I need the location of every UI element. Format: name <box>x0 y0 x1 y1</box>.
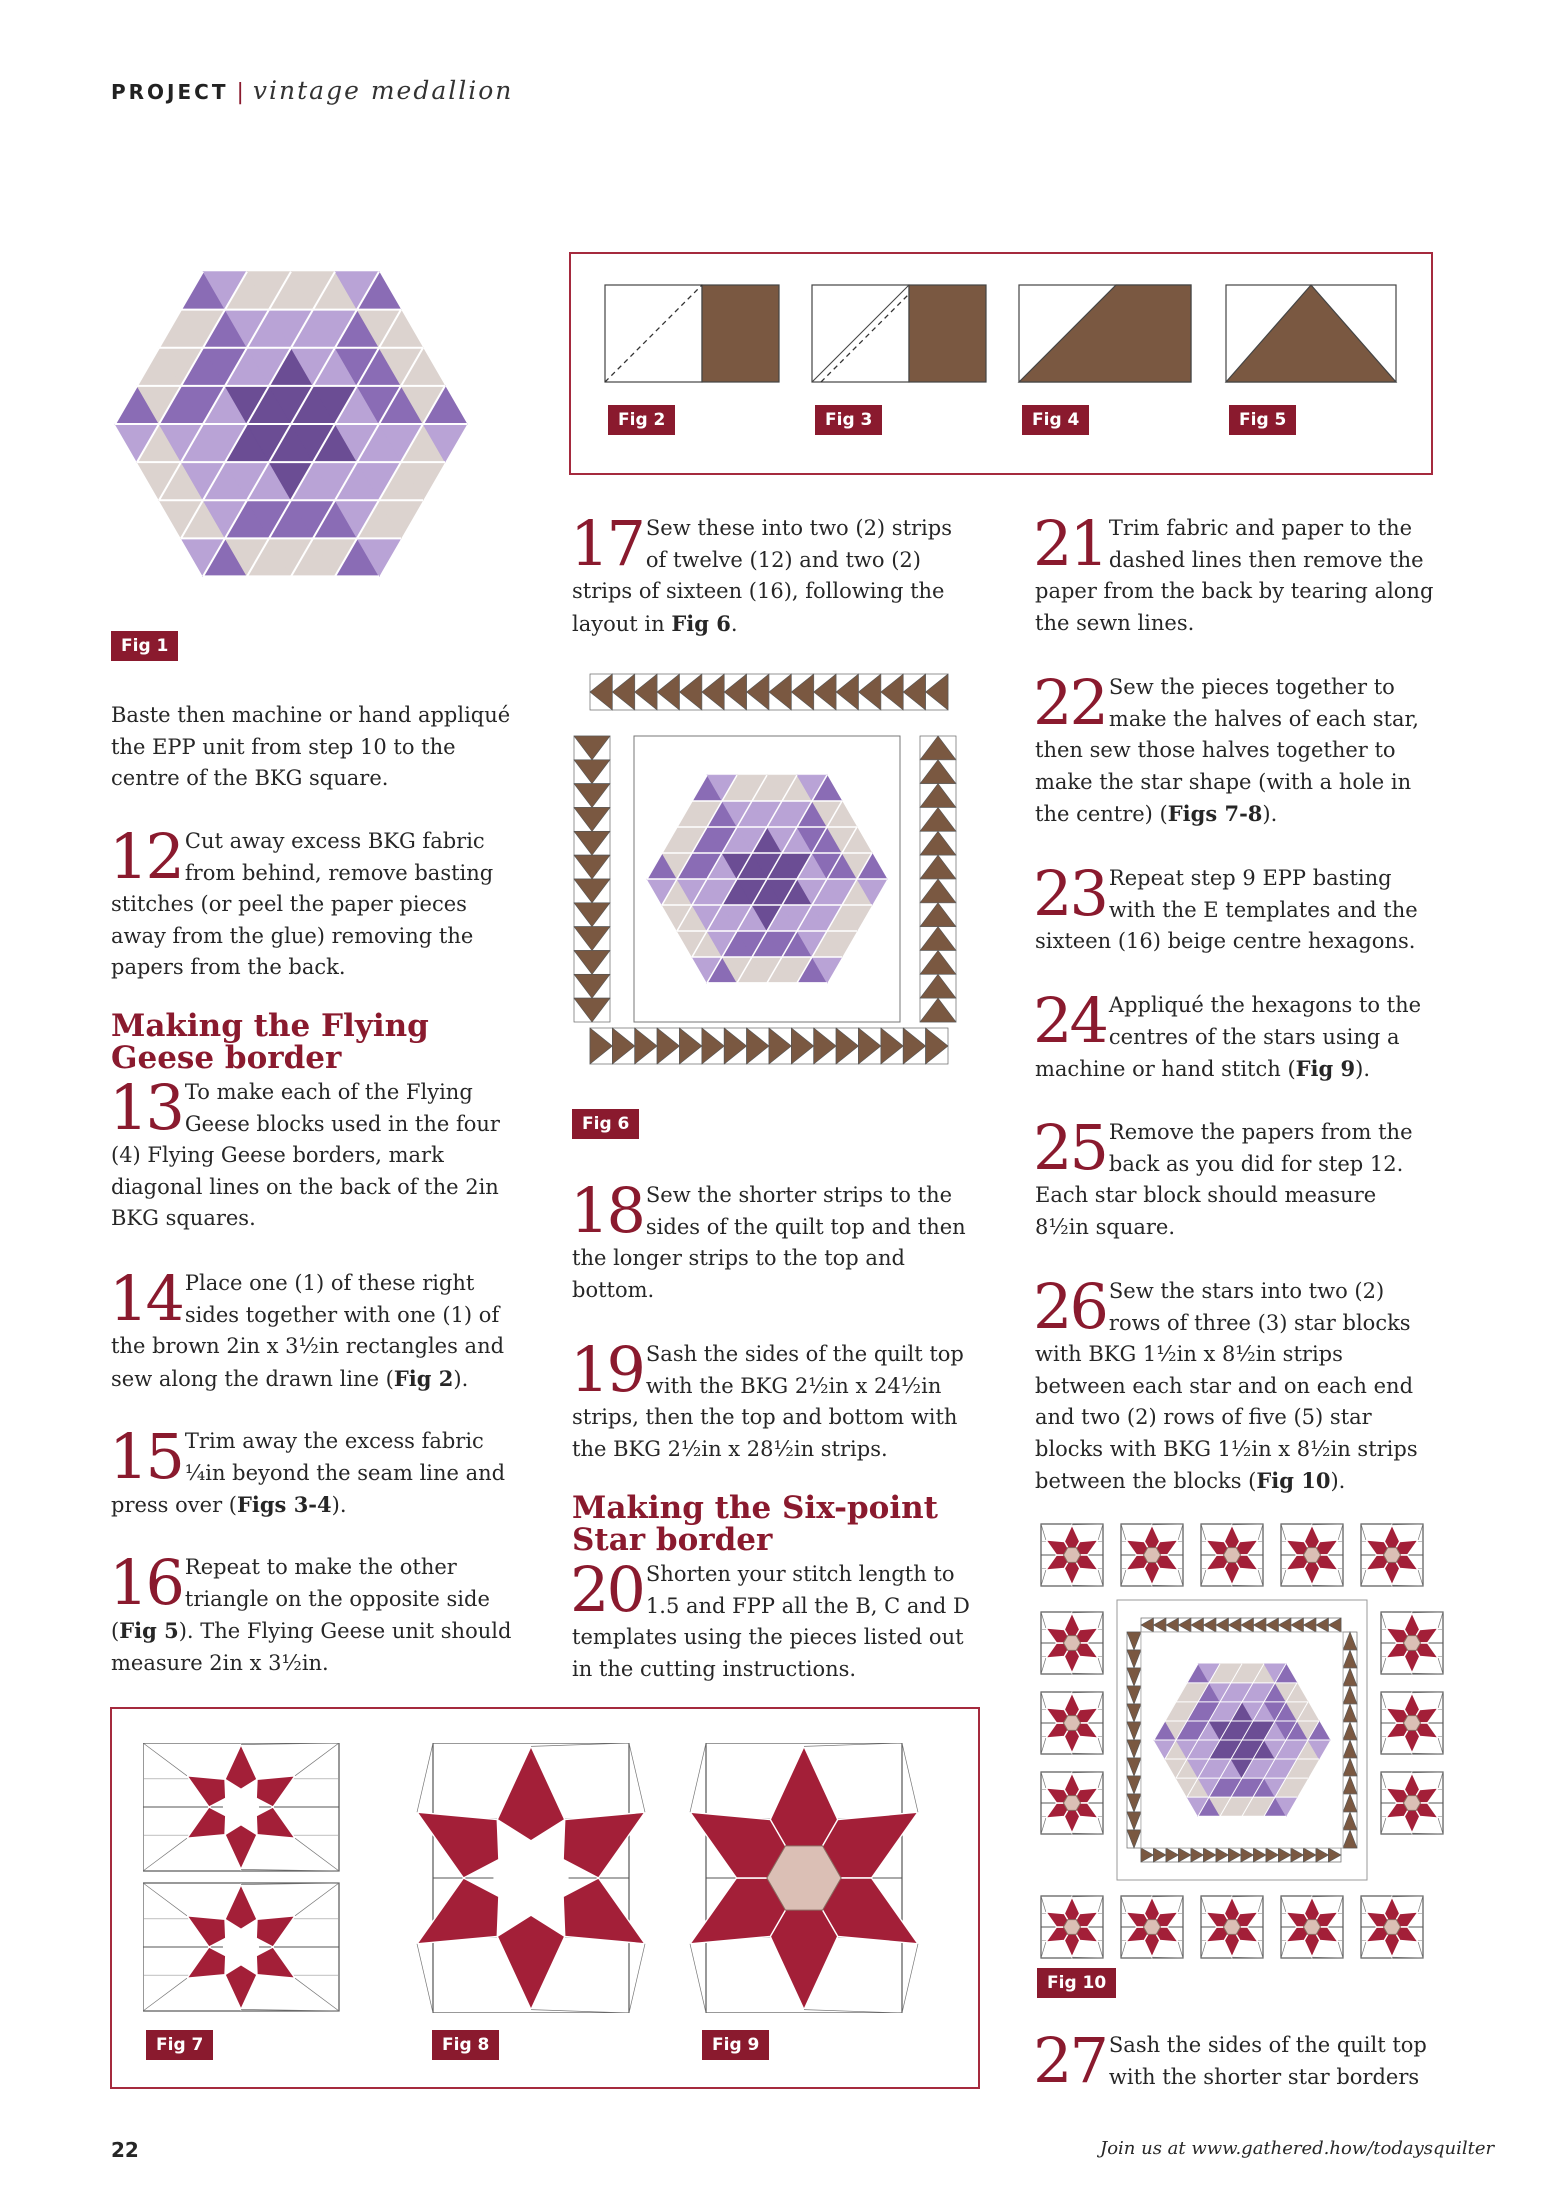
step-text-end: ). <box>1355 1057 1371 1081</box>
step-number: 14 <box>109 1262 182 1335</box>
step-number: 25 <box>1033 1111 1106 1184</box>
page-number: 22 <box>111 2138 139 2162</box>
step-text: Appliqué the hexagons to the centres of the stars using a machine or hand stitch ( <box>1035 993 1422 1081</box>
step-25 <box>1033 1111 1435 1243</box>
header-separator: | <box>236 80 245 105</box>
page-header <box>111 76 513 105</box>
fig5-drawing <box>1226 285 1396 382</box>
fig8-label: Fig 8 <box>432 2030 499 2060</box>
figure-ref: Fig 6 <box>671 610 731 636</box>
step-number: 16 <box>109 1546 182 1619</box>
step-text: Sew the stars into two (2) rows of three (3) star blocks with BKG 1½in x 8½in strips between each star and on each end and two (2) rows of five (5) star blocks with BKG 1½in x 8½in strips between the blocks ( <box>1035 1279 1418 1493</box>
fig5-label: Fig 5 <box>1229 405 1296 435</box>
figure-ref: Fig 2 <box>393 1365 454 1391</box>
step-20 <box>570 1553 972 1685</box>
step-19 <box>570 1333 972 1465</box>
step-text: Place one (1) of these right sides together with one (1) of the brown 2in x 3½in rectangles and sew along the drawn line ( <box>111 1271 505 1391</box>
step-12 <box>109 820 521 984</box>
fig9-label: Fig 9 <box>702 2030 769 2060</box>
step-16 <box>109 1546 521 1679</box>
step-text: Remove the papers from the back as you did for step 12. Each star block should measure 8½in square. <box>1035 1120 1413 1239</box>
flying-geese-steps-illustration <box>604 284 1398 384</box>
fig6-flying-geese-border-layout <box>572 672 958 1080</box>
step-number: 17 <box>570 507 643 580</box>
step-number: 12 <box>109 820 182 893</box>
step-number: 27 <box>1033 2024 1106 2097</box>
step-number: 22 <box>1033 666 1106 739</box>
fig10-label: Fig 10 <box>1037 1968 1116 1998</box>
step-number: 24 <box>1033 984 1106 1057</box>
step-text: Shorten your stitch length to 1.5 and FPP all the B, C and D templates using the pieces listed out in the cutting instructions. <box>572 1562 970 1681</box>
step-text: Sew the shorter strips to the sides of the quilt top and then the longer strips to the top and bottom. <box>572 1183 966 1302</box>
fig2-label: Fig 2 <box>608 405 675 435</box>
step-22 <box>1033 666 1435 831</box>
fig1-label: Fig 1 <box>111 631 178 661</box>
figure-ref: Figs 3-4 <box>236 1492 332 1517</box>
figure-ref: Figs 7-8 <box>1167 801 1263 826</box>
step-14 <box>109 1262 521 1395</box>
step-text: Trim away the excess fabric ¼in beyond the seam line and press over ( <box>111 1429 506 1517</box>
fig10-full-quilt-layout <box>1037 1520 1447 1962</box>
section-heading-flying-geese: Making the Flying Geese border <box>111 1008 429 1076</box>
fig7-label: Fig 7 <box>146 2030 213 2060</box>
step-text: Sew the pieces together to make the halves of each star, then sew those halves together to make the star shape (with a hole in the centre) ( <box>1035 675 1419 826</box>
step-26 <box>1033 1270 1435 1498</box>
step-number: 23 <box>1033 857 1106 930</box>
step-text: Repeat to make the other triangle on the opposite side ( <box>111 1555 490 1643</box>
section-label: PROJECT <box>111 80 229 104</box>
fig4-drawing <box>1019 285 1191 382</box>
step-15 <box>109 1420 521 1522</box>
step-27 <box>1033 2024 1435 2097</box>
step-number: 19 <box>570 1333 643 1406</box>
step-17 <box>570 507 972 640</box>
step-number: 20 <box>570 1553 643 1626</box>
figure-ref: Fig 10 <box>1256 1468 1331 1493</box>
step-23 <box>1033 857 1435 958</box>
step-text-end: ). <box>1330 1469 1346 1493</box>
step-text: Cut away excess BKG fabric from behind, remove basting stitches (or peel the paper pieces away from the glue) removing the papers from the back. <box>111 829 494 979</box>
fig1-hexagon-medallion-illustration <box>108 247 474 602</box>
figure-ref: Fig 9 <box>1295 1056 1356 1081</box>
project-title: vintage medallion <box>252 76 514 105</box>
footer-website: Join us at www.gathered.how/todaysquilter <box>1100 2138 1495 2159</box>
step-text: Trim fabric and paper to the dashed lines then remove the paper from the back by tearing along the sewn lines. <box>1035 516 1434 635</box>
step-number: 18 <box>570 1174 643 1247</box>
step-24 <box>1033 984 1435 1086</box>
step-number: 15 <box>109 1420 182 1493</box>
fig3-label: Fig 3 <box>815 405 882 435</box>
fig3-drawing <box>812 285 986 382</box>
fig6-label: Fig 6 <box>572 1109 639 1139</box>
step-text: Repeat step 9 EPP basting with the E templates and the sixteen (16) beige centre hexagons. <box>1035 866 1418 953</box>
step-text-end: . <box>730 611 738 636</box>
step-text: Sew these into two (2) strips of twelve (12) and two (2) strips of sixteen (16), following the layout in <box>572 516 952 636</box>
fig2-drawing <box>605 285 779 382</box>
step-text-end: ). <box>1262 802 1278 826</box>
step-18 <box>570 1174 972 1306</box>
fig4-label: Fig 4 <box>1022 405 1089 435</box>
step-13 <box>109 1071 521 1235</box>
step-text-end: ). The Flying Geese unit should measure 2in x 3½in. <box>111 1619 512 1675</box>
step-text: To make each of the Flying Geese blocks used in the four (4) Flying Geese borders, mark diagonal lines on the back of the 2in BKG squares. <box>111 1080 500 1230</box>
step-text-end: ). <box>331 1493 347 1517</box>
step-21 <box>1033 507 1435 639</box>
step-text: Sash the sides of the quilt top with the shorter star borders <box>1108 2033 1427 2089</box>
section-heading-six-point-star: Making the Six-point Star border <box>572 1490 938 1558</box>
step-number: 13 <box>109 1071 182 1144</box>
step-text-end: ). <box>453 1366 469 1391</box>
step-number: 26 <box>1033 1270 1106 1343</box>
step-text: Sash the sides of the quilt top with the BKG 2½in x 24½in strips, then the top and bottom with the BKG 2½in x 28½in strips. <box>572 1342 964 1461</box>
figure-ref: Fig 5 <box>119 1618 179 1643</box>
intro-paragraph: Baste then machine or hand appliqué the EPP unit from step 10 to the centre of the BKG square. <box>111 703 511 790</box>
star-block-assembly-illustration <box>143 1743 965 2013</box>
step-number: 21 <box>1033 507 1106 580</box>
